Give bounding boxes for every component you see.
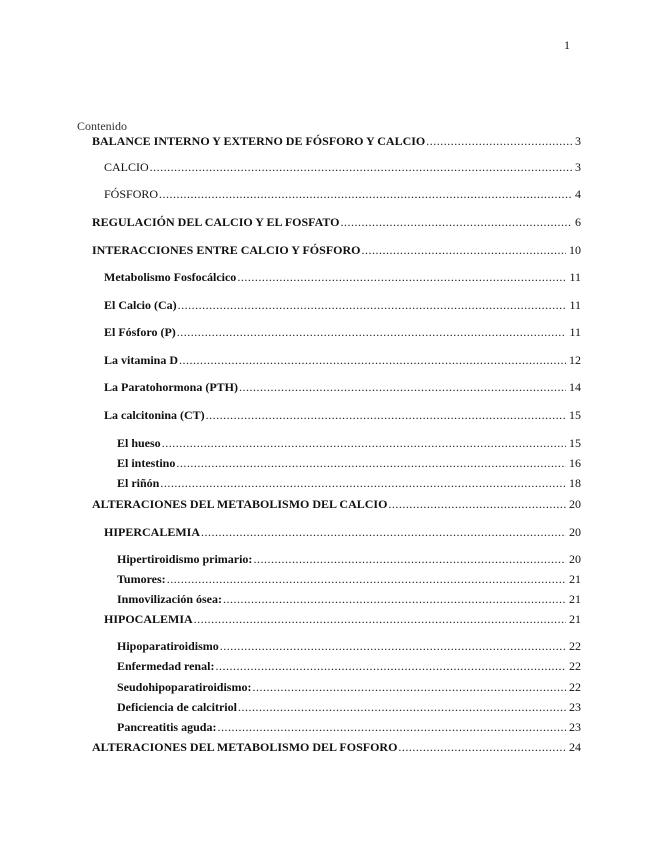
toc-entry[interactable]: El Fósforo (P) ..... 11 xyxy=(104,324,581,340)
toc-entry[interactable]: INTERACCIONES ENTRE CALCIO Y FÓSFORO ..... 10 xyxy=(92,242,581,258)
toc-entry[interactable]: HIPERCALEMIA ..... 20 xyxy=(104,524,581,540)
toc-entry[interactable]: Hipertiroidismo primario: ..... 20 xyxy=(117,551,581,567)
toc-entry[interactable]: Seudohipoparatiroidismo: ..... 22 xyxy=(117,679,581,695)
toc-entry[interactable]: Metabolismo Fosfocálcico ..... 11 xyxy=(104,269,581,285)
toc-entry[interactable]: Enfermedad renal: ..... 22 xyxy=(117,658,581,674)
toc-heading: Contenido xyxy=(77,119,127,133)
toc-entry[interactable]: El intestino ..... 16 xyxy=(117,455,581,471)
toc-entry[interactable]: La calcitonina (CT) ..... 15 xyxy=(104,407,581,423)
page-number: 1 xyxy=(564,38,570,52)
toc-entry[interactable]: Pancreatitis aguda: ..... 23 xyxy=(117,719,581,735)
toc-entry[interactable]: REGULACIÓN DEL CALCIO Y EL FOSFATO ..... 6 xyxy=(92,214,581,230)
toc-entry[interactable]: La Paratohormona (PTH) ..... 14 xyxy=(104,379,581,395)
toc-entry[interactable]: ALTERACIONES DEL METABOLISMO DEL CALCIO ..... 20 xyxy=(92,496,581,512)
toc-entry[interactable]: El riñón ..... 18 xyxy=(117,475,581,491)
toc-entry[interactable]: Deficiencia de calcitriol ..... 23 xyxy=(117,699,581,715)
toc-entry[interactable]: Tumores: ..... 21 xyxy=(117,571,581,587)
toc-entry[interactable]: CALCIO ..... 3 xyxy=(104,159,581,175)
toc-entry[interactable]: Inmovilización ósea: ..... 21 xyxy=(117,591,581,607)
toc-entry[interactable]: La vitamina D ..... 12 xyxy=(104,352,581,368)
toc-entry[interactable]: FÓSFORO ..... 4 xyxy=(104,186,581,202)
toc-entry[interactable]: El Calcio (Ca) ..... 11 xyxy=(104,297,581,313)
toc-entry[interactable]: ALTERACIONES DEL METABOLISMO DEL FOSFORO ..... 24 xyxy=(92,739,581,755)
toc-entry[interactable]: El hueso ..... 15 xyxy=(117,435,581,451)
toc-entry[interactable]: HIPOCALEMIA ..... 21 xyxy=(104,611,581,627)
toc-entry[interactable]: Hipoparatiroidismo ..... 22 xyxy=(117,638,581,654)
toc-entry[interactable]: BALANCE INTERNO Y EXTERNO DE FÓSFORO Y CALCIO ..... 3 xyxy=(92,133,581,149)
